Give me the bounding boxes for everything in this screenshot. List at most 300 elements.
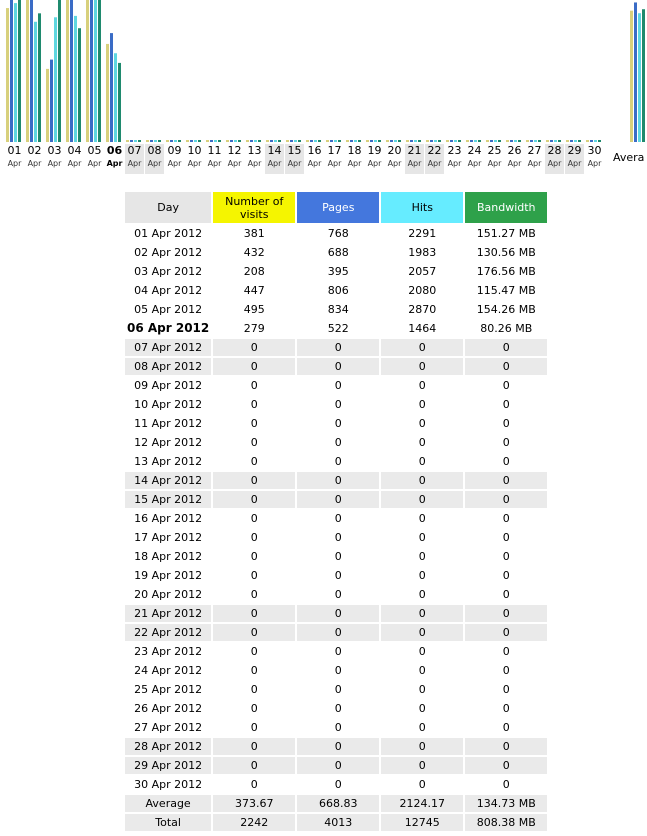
bar-day-09-hits <box>174 140 177 142</box>
average-label: Average <box>125 795 211 812</box>
cell-pages: 0 <box>297 358 379 375</box>
bar-day-21-visits <box>406 140 409 142</box>
day-axis-label <box>5 144 24 174</box>
total-bandwidth: 808.38 MB <box>465 814 547 831</box>
cell-bandwidth: 151.27 MB <box>476 227 536 240</box>
bar-day-29-visits <box>566 140 569 142</box>
bar-day-11-bw <box>218 140 221 142</box>
cell-bandwidth: 0 <box>465 605 547 622</box>
day-month: Apr <box>67 159 82 168</box>
bar-day-20-pages <box>390 140 393 142</box>
bar-day-30-visits <box>586 140 589 142</box>
day-month: Apr <box>507 159 522 168</box>
bar-day-02-visits <box>26 0 29 142</box>
cell-day: 22 Apr 2012 <box>125 624 211 641</box>
cell-visits: 0 <box>250 531 258 544</box>
table-body <box>125 225 547 793</box>
cell-visits: 495 <box>243 303 265 316</box>
day-month: Apr <box>127 159 142 168</box>
day-axis-label <box>545 144 564 174</box>
bar-day-03-bw <box>58 0 61 142</box>
header-pages: Pages <box>297 192 379 223</box>
day-axis-label <box>165 144 184 174</box>
bar-day-25-hits <box>494 140 497 142</box>
cell-bandwidth: 0 <box>502 531 510 544</box>
bar-day-24-hits <box>474 140 477 142</box>
day-month: Apr <box>347 159 362 168</box>
table-row <box>125 320 547 337</box>
bar-day-07-hits <box>134 140 137 142</box>
day-number: 04 <box>67 144 82 157</box>
cell-day: 30 Apr 2012 <box>134 778 203 791</box>
total-hits: 12745 <box>381 814 463 831</box>
day-number: 07 <box>127 144 142 157</box>
day-number: 26 <box>507 144 522 157</box>
cell-visits: 0 <box>250 512 258 525</box>
cell-hits: 0 <box>418 664 426 677</box>
cell-hits: 0 <box>418 512 426 525</box>
cell-visits: 0 <box>250 550 258 563</box>
day-number: 24 <box>467 144 482 157</box>
bar-day-19-pages <box>370 140 373 142</box>
table-row <box>125 643 547 660</box>
day-axis-label <box>65 144 84 174</box>
bar-average-bw <box>642 9 645 142</box>
cell-bandwidth: 154.26 MB <box>476 303 536 316</box>
cell-pages: 0 <box>297 472 379 489</box>
cell-bandwidth: 0 <box>502 683 510 696</box>
cell-pages: 0 <box>297 757 379 774</box>
table-row <box>125 472 547 489</box>
cell-visits: 0 <box>250 398 258 411</box>
cell-pages: 0 <box>334 379 342 392</box>
cell-hits: 0 <box>418 683 426 696</box>
bar-average-hits <box>638 13 641 142</box>
day-axis-label <box>145 144 164 174</box>
bar-day-10-pages <box>190 140 193 142</box>
day-axis-label <box>585 144 604 174</box>
cell-day: 08 Apr 2012 <box>125 358 211 375</box>
cell-visits: 0 <box>213 624 295 641</box>
day-axis-label <box>485 144 504 174</box>
table-row <box>125 700 547 717</box>
table-row <box>125 719 547 736</box>
day-month: Apr <box>527 159 542 168</box>
day-number: 17 <box>327 144 342 157</box>
average-pages: 668.83 <box>297 795 379 812</box>
bar-day-25-bw <box>498 140 501 142</box>
cell-day: 20 Apr 2012 <box>134 588 203 601</box>
cell-pages: 0 <box>334 569 342 582</box>
cell-bandwidth: 0 <box>502 512 510 525</box>
table-row <box>125 510 547 527</box>
bar-day-17-visits <box>326 140 329 142</box>
bar-day-04-hits <box>74 16 77 142</box>
day-number: 14 <box>267 144 282 157</box>
bar-day-18-hits <box>354 140 357 142</box>
day-axis-label <box>265 144 284 174</box>
cell-bandwidth: 0 <box>502 588 510 601</box>
bar-day-14-hits <box>274 140 277 142</box>
day-month: Apr <box>27 159 42 168</box>
bar-day-17-bw <box>338 140 341 142</box>
cell-hits: 0 <box>381 491 463 508</box>
cell-pages: 0 <box>334 398 342 411</box>
bar-day-01-visits <box>6 8 9 142</box>
cell-visits: 0 <box>250 664 258 677</box>
cell-hits: 0 <box>381 738 463 755</box>
cell-visits: 0 <box>213 472 295 489</box>
table-row <box>125 358 547 375</box>
cell-hits: 0 <box>418 455 426 468</box>
day-month: Apr <box>47 159 62 168</box>
cell-hits: 0 <box>418 721 426 734</box>
bar-day-21-bw <box>418 140 421 142</box>
day-month: Apr <box>427 159 442 168</box>
day-month: Apr <box>387 159 402 168</box>
day-number: 12 <box>227 144 242 157</box>
cell-hits: 0 <box>381 605 463 622</box>
day-axis-labels <box>0 144 647 174</box>
bar-day-03-pages <box>50 60 53 142</box>
cell-day: 23 Apr 2012 <box>134 645 203 658</box>
cell-visits: 447 <box>243 284 265 297</box>
cell-hits: 2870 <box>408 303 437 316</box>
cell-visits: 0 <box>250 569 258 582</box>
bar-day-27-hits <box>534 140 537 142</box>
day-number: 18 <box>347 144 362 157</box>
day-number: 06 <box>106 144 123 157</box>
day-number: 20 <box>387 144 402 157</box>
cell-bandwidth: 0 <box>465 472 547 489</box>
total-visits: 2242 <box>213 814 295 831</box>
bar-day-12-pages <box>230 140 233 142</box>
bar-day-16-visits <box>306 140 309 142</box>
bar-day-04-bw <box>78 28 81 142</box>
bar-day-01-bw <box>18 0 21 142</box>
cell-pages: 0 <box>334 417 342 430</box>
header-hits: Hits <box>381 192 463 223</box>
bar-day-17-pages <box>330 140 333 142</box>
day-month: Apr <box>87 159 102 168</box>
bar-day-13-visits <box>246 140 249 142</box>
cell-pages: 522 <box>327 322 349 335</box>
cell-visits: 0 <box>213 358 295 375</box>
cell-bandwidth: 0 <box>502 702 510 715</box>
bar-day-11-visits <box>206 140 209 142</box>
day-month: Apr <box>7 159 22 168</box>
cell-hits: 0 <box>418 645 426 658</box>
day-month: Apr <box>487 159 502 168</box>
table-row <box>125 605 547 622</box>
cell-day: 02 Apr 2012 <box>134 246 203 259</box>
day-axis-label <box>365 144 384 174</box>
bar-day-03-hits <box>54 17 57 142</box>
table-row <box>125 776 547 793</box>
cell-pages: 768 <box>327 227 349 240</box>
bar-day-13-bw <box>258 140 261 142</box>
day-axis-label <box>85 144 104 174</box>
bar-day-28-pages <box>550 140 553 142</box>
day-month: Apr <box>567 159 582 168</box>
bar-day-08-visits <box>146 140 149 142</box>
cell-hits: 2057 <box>408 265 437 278</box>
cell-day: 17 Apr 2012 <box>134 531 203 544</box>
bar-day-18-bw <box>358 140 361 142</box>
bar-day-02-pages <box>30 0 33 142</box>
bar-day-19-bw <box>378 140 381 142</box>
day-month: Apr <box>106 159 123 168</box>
day-month: Apr <box>287 159 302 168</box>
cell-bandwidth: 0 <box>465 358 547 375</box>
day-month: Apr <box>467 159 482 168</box>
cell-pages: 0 <box>334 550 342 563</box>
bar-day-21-hits <box>414 140 417 142</box>
day-month: Apr <box>587 159 602 168</box>
cell-pages: 0 <box>334 512 342 525</box>
cell-pages: 0 <box>297 605 379 622</box>
cell-visits: 0 <box>250 683 258 696</box>
bar-day-13-pages <box>250 140 253 142</box>
day-number: 15 <box>287 144 302 157</box>
table-row <box>125 738 547 755</box>
day-month: Apr <box>167 159 182 168</box>
cell-day: 29 Apr 2012 <box>125 757 211 774</box>
cell-day: 01 Apr 2012 <box>134 227 203 240</box>
table-row <box>125 339 547 356</box>
cell-hits: 0 <box>381 472 463 489</box>
cell-pages: 0 <box>334 702 342 715</box>
day-axis-label <box>525 144 544 174</box>
total-pages: 4013 <box>297 814 379 831</box>
bar-day-18-visits <box>346 140 349 142</box>
day-axis-label <box>565 144 584 174</box>
bar-day-01-hits <box>14 3 17 142</box>
average-hits: 2124.17 <box>381 795 463 812</box>
table-row <box>125 225 547 242</box>
bar-day-06-hits <box>114 53 117 142</box>
bar-day-27-bw <box>538 140 541 142</box>
bar-day-20-hits <box>394 140 397 142</box>
bar-day-22-bw <box>438 140 441 142</box>
bar-day-24-bw <box>478 140 481 142</box>
day-axis-label <box>45 144 64 174</box>
cell-hits: 1983 <box>408 246 437 259</box>
cell-bandwidth: 0 <box>465 624 547 641</box>
bar-day-29-pages <box>570 140 573 142</box>
cell-hits: 0 <box>381 358 463 375</box>
bar-day-19-hits <box>374 140 377 142</box>
cell-bandwidth: 0 <box>502 455 510 468</box>
cell-pages: 688 <box>327 246 349 259</box>
average-visits: 373.67 <box>213 795 295 812</box>
day-number: 23 <box>447 144 462 157</box>
cell-hits: 0 <box>418 550 426 563</box>
bar-day-10-bw <box>198 140 201 142</box>
cell-bandwidth: 0 <box>502 645 510 658</box>
cell-visits: 432 <box>243 246 265 259</box>
bar-day-05-bw <box>98 0 101 142</box>
table-row <box>125 491 547 508</box>
bar-day-08-hits <box>154 140 157 142</box>
bar-day-23-pages <box>450 140 453 142</box>
bar-day-14-visits <box>266 140 269 142</box>
bar-day-16-hits <box>314 140 317 142</box>
cell-pages: 395 <box>327 265 349 278</box>
day-number: 03 <box>47 144 62 157</box>
cell-pages: 0 <box>334 683 342 696</box>
bar-day-15-bw <box>298 140 301 142</box>
day-number: 01 <box>7 144 22 157</box>
day-axis-label <box>245 144 264 174</box>
bar-average-visits <box>630 11 633 142</box>
bar-day-27-visits <box>526 140 529 142</box>
cell-hits: 0 <box>418 778 426 791</box>
bar-day-08-pages <box>150 140 153 142</box>
bar-day-21-pages <box>410 140 413 142</box>
daily-bar-chart-svg <box>0 0 647 142</box>
table-row <box>125 282 547 299</box>
bar-day-07-visits <box>126 140 129 142</box>
cell-hits: 0 <box>418 436 426 449</box>
cell-visits: 0 <box>213 339 295 356</box>
cell-visits: 0 <box>250 702 258 715</box>
day-axis-label <box>325 144 344 174</box>
day-axis-label <box>505 144 524 174</box>
day-month: Apr <box>447 159 462 168</box>
bar-day-05-pages <box>90 0 93 142</box>
day-axis-label <box>305 144 324 174</box>
bar-day-10-hits <box>194 140 197 142</box>
header-bandwidth: Bandwidth <box>465 192 547 223</box>
day-number: 05 <box>87 144 102 157</box>
table-row <box>125 548 547 565</box>
day-axis-label <box>25 144 44 174</box>
bar-day-09-visits <box>166 140 169 142</box>
day-number: 11 <box>207 144 222 157</box>
bar-day-29-bw <box>578 140 581 142</box>
bar-day-20-visits <box>386 140 389 142</box>
bar-day-03-visits <box>46 69 49 142</box>
cell-visits: 0 <box>213 757 295 774</box>
day-month: Apr <box>307 159 322 168</box>
table-row <box>125 434 547 451</box>
day-number: 19 <box>367 144 382 157</box>
cell-day: 10 Apr 2012 <box>134 398 203 411</box>
cell-day: 15 Apr 2012 <box>125 491 211 508</box>
cell-bandwidth: 0 <box>502 550 510 563</box>
bar-day-29-hits <box>574 140 577 142</box>
cell-hits: 0 <box>381 339 463 356</box>
bar-day-09-bw <box>178 140 181 142</box>
cell-day: 07 Apr 2012 <box>125 339 211 356</box>
table-row <box>125 624 547 641</box>
bar-day-24-visits <box>466 140 469 142</box>
day-number: 02 <box>27 144 42 157</box>
average-axis-label: Avera <box>613 151 645 164</box>
table-row <box>125 567 547 584</box>
bar-day-26-pages <box>510 140 513 142</box>
bar-day-12-hits <box>234 140 237 142</box>
day-axis-label <box>425 144 444 174</box>
day-month: Apr <box>367 159 382 168</box>
cell-bandwidth: 0 <box>465 491 547 508</box>
table-row <box>125 662 547 679</box>
bar-day-02-bw <box>38 13 41 142</box>
bar-day-10-visits <box>186 140 189 142</box>
table-row <box>125 415 547 432</box>
cell-visits: 0 <box>250 436 258 449</box>
bar-day-25-pages <box>490 140 493 142</box>
day-number: 13 <box>247 144 262 157</box>
header-visits: Number of visits <box>213 192 295 223</box>
bar-day-26-bw <box>518 140 521 142</box>
cell-pages: 0 <box>334 531 342 544</box>
bar-day-15-hits <box>294 140 297 142</box>
day-month: Apr <box>547 159 562 168</box>
day-axis-label <box>405 144 424 174</box>
bar-day-30-bw <box>598 140 601 142</box>
cell-bandwidth: 0 <box>502 778 510 791</box>
day-month: Apr <box>207 159 222 168</box>
cell-visits: 381 <box>243 227 265 240</box>
bar-day-26-hits <box>514 140 517 142</box>
table-row <box>125 757 547 774</box>
cell-bandwidth: 0 <box>502 417 510 430</box>
table-row <box>125 529 547 546</box>
bar-day-25-visits <box>486 140 489 142</box>
bar-day-28-hits <box>554 140 557 142</box>
cell-day: 03 Apr 2012 <box>134 265 203 278</box>
bar-day-17-hits <box>334 140 337 142</box>
day-month: Apr <box>267 159 282 168</box>
cell-visits: 0 <box>250 645 258 658</box>
bar-day-23-bw <box>458 140 461 142</box>
cell-bandwidth: 0 <box>465 757 547 774</box>
cell-hits: 0 <box>418 398 426 411</box>
day-number: 30 <box>587 144 602 157</box>
cell-visits: 0 <box>213 738 295 755</box>
bar-day-11-pages <box>210 140 213 142</box>
bar-day-11-hits <box>214 140 217 142</box>
cell-pages: 0 <box>334 721 342 734</box>
cell-pages: 0 <box>297 339 379 356</box>
bar-day-05-visits <box>86 0 89 142</box>
cell-pages: 0 <box>334 778 342 791</box>
cell-pages: 0 <box>297 491 379 508</box>
bar-day-27-pages <box>530 140 533 142</box>
day-month: Apr <box>247 159 262 168</box>
day-number: 21 <box>407 144 422 157</box>
day-axis-label <box>385 144 404 174</box>
bar-day-28-bw <box>558 140 561 142</box>
cell-pages: 0 <box>334 436 342 449</box>
cell-day: 26 Apr 2012 <box>134 702 203 715</box>
day-number: 25 <box>487 144 502 157</box>
bar-day-01-pages <box>10 0 13 142</box>
bar-day-30-hits <box>594 140 597 142</box>
cell-hits: 0 <box>418 531 426 544</box>
day-number: 16 <box>307 144 322 157</box>
bar-day-30-pages <box>590 140 593 142</box>
cell-bandwidth: 0 <box>502 379 510 392</box>
day-month: Apr <box>227 159 242 168</box>
day-axis-label <box>465 144 484 174</box>
cell-day: 11 Apr 2012 <box>134 417 203 430</box>
day-axis-label <box>445 144 464 174</box>
cell-day: 25 Apr 2012 <box>134 683 203 696</box>
cell-day: 09 Apr 2012 <box>134 379 203 392</box>
